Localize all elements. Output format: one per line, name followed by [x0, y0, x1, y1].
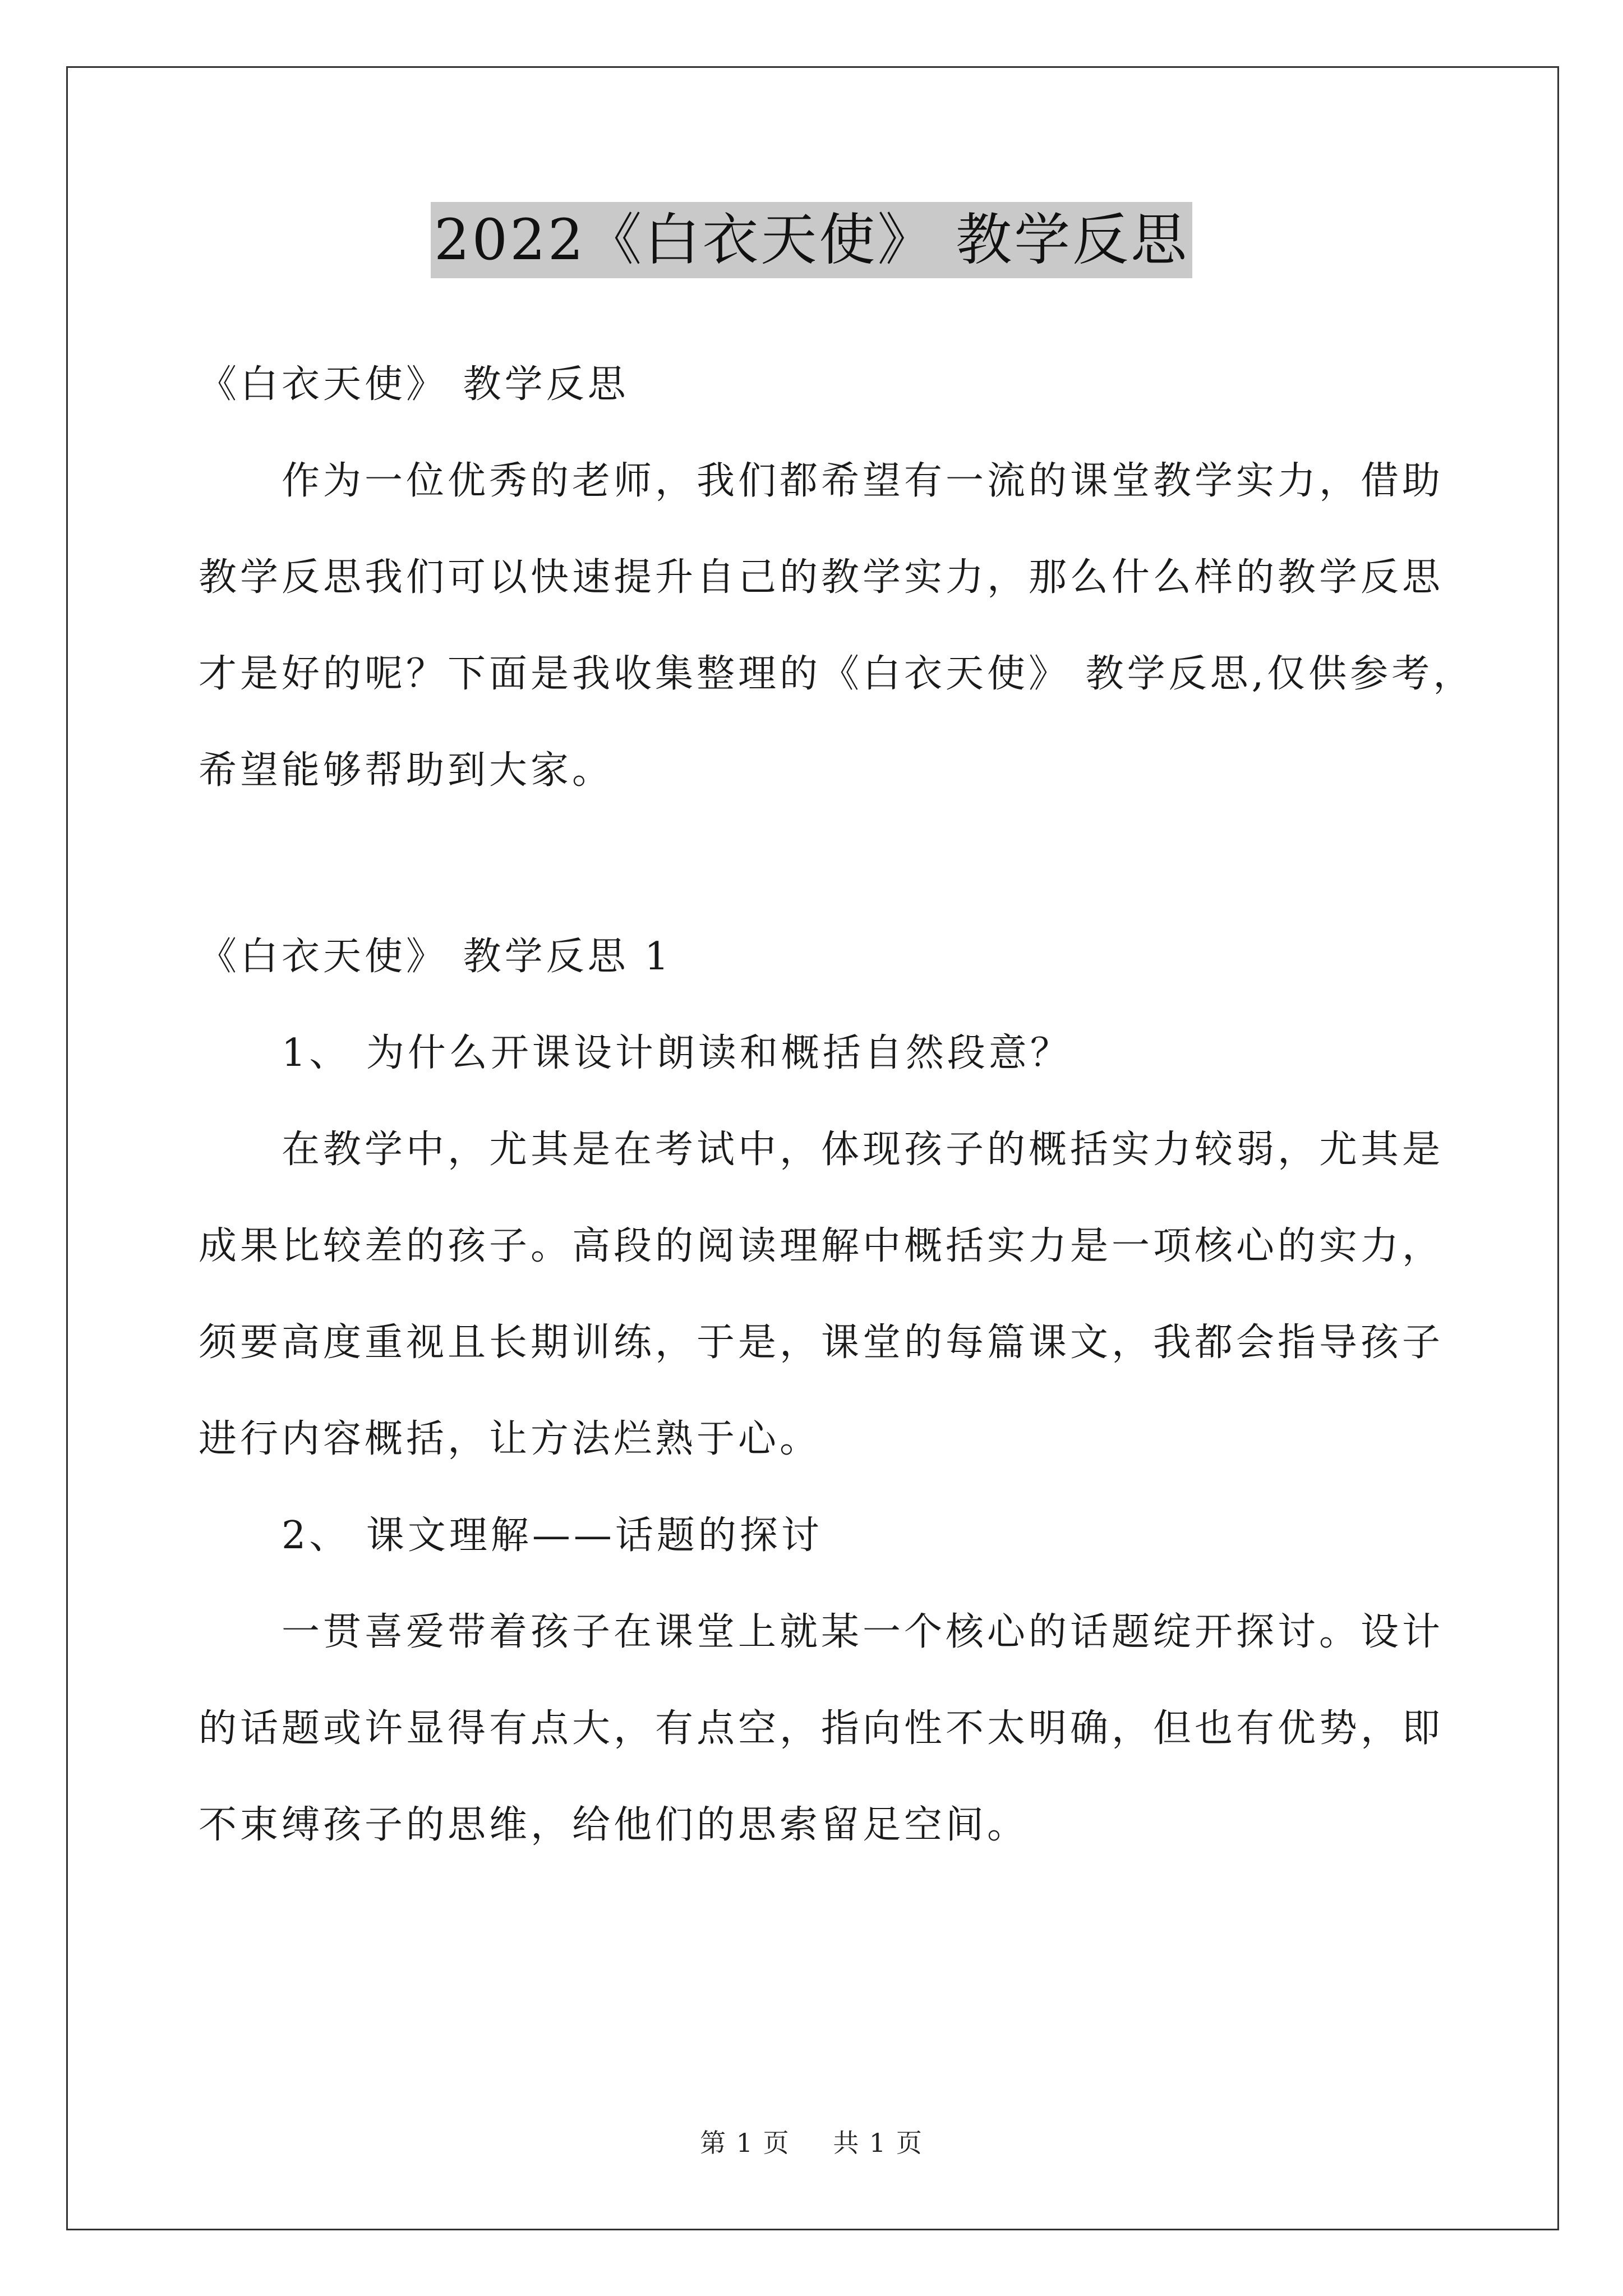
point2-line-2: 的话题或许显得有点大，有点空，指向性不太明确，但也有优势，即	[199, 1706, 1444, 1751]
point1-line-2: 成果比较差的孩子。高段的阅读理解中概括实力是一项核心的实力，	[199, 1224, 1444, 1268]
page-number-current: 第 1 页	[700, 2128, 790, 2158]
point1-line-1: 在教学中，尤其是在考试中，体现孩子的概括实力较弱，尤其是	[282, 1128, 1444, 1172]
title-container	[0, 202, 1623, 278]
point1-line-4: 进行内容概括，让方法烂熟于心。	[199, 1417, 822, 1461]
page-number-total: 共 1 页	[833, 2128, 923, 2158]
point2-heading: 2、 课文理解——话题的探讨	[282, 1513, 823, 1558]
intro-line-3: 才是好的呢？下面是我收集整理的《白衣天使》 教学反思,仅供参考，	[199, 652, 1475, 696]
paragraph-gap	[199, 819, 1432, 909]
page-footer	[0, 2126, 1623, 2160]
point2-line-3: 不束缚孩子的思维，给他们的思索留足空间。	[199, 1803, 1029, 1847]
intro-line-1: 作为一位优秀的老师，我们都希望有一流的课堂教学实力，借助	[282, 459, 1444, 503]
intro-line-4: 希望能够帮助到大家。	[199, 748, 614, 793]
point1-line-3: 须要高度重视且长期训练，于是，课堂的每篇课文，我都会指导孩子	[199, 1320, 1444, 1365]
point2-line-1: 一贯喜爱带着孩子在课堂上就某一个核心的话题绽开探讨。设计	[282, 1610, 1444, 1654]
intro-line-2: 教学反思我们可以快速提升自己的教学实力，那么什么样的教学反思	[199, 555, 1444, 600]
document-body	[199, 337, 1475, 1874]
section-heading: 《白衣天使》 教学反思 1	[199, 935, 672, 979]
point1-heading: 1、 为什么开课设计朗读和概括自然段意？	[282, 1031, 1072, 1075]
document-subtitle: 《白衣天使》 教学反思	[199, 362, 629, 407]
document-title: 2022《白衣天使》 教学反思	[431, 202, 1192, 278]
